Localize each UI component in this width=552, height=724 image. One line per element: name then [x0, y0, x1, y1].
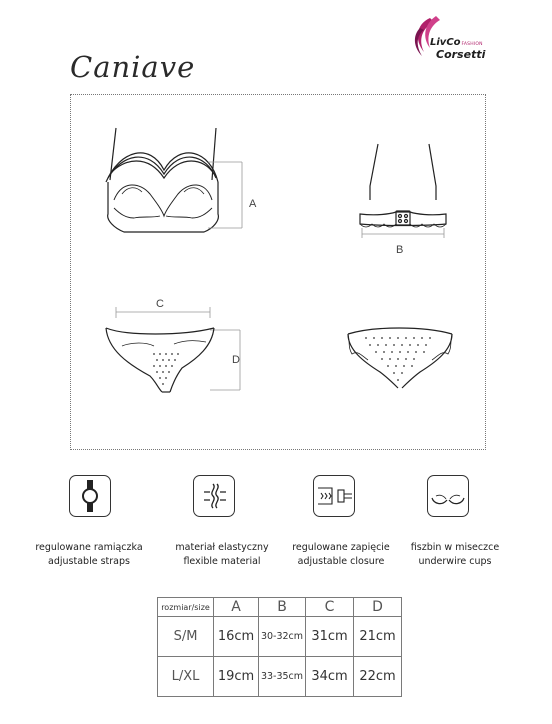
underwire-cups-icon — [427, 475, 469, 517]
size-table-cell: 31cm — [306, 617, 354, 657]
feature-closure-en: adjustable closure — [297, 556, 385, 567]
dimension-d-label: D — [232, 354, 240, 366]
logo-livco-text: LivCo — [430, 37, 461, 48]
size-table-col-b: B — [259, 598, 306, 617]
size-table-cell: 22cm — [354, 657, 402, 697]
feature-caption-underwire — [390, 541, 520, 569]
feature-caption-straps — [24, 541, 154, 569]
size-table-col-d: D — [354, 598, 402, 617]
size-table-cell: 30-32cm — [259, 617, 306, 657]
product-title: Caniave — [70, 50, 196, 84]
size-table-row-label: S/M — [158, 617, 214, 657]
dimension-b-label: B — [396, 244, 404, 256]
size-table-col-a: A — [214, 598, 259, 617]
feature-caption-closure — [276, 541, 406, 569]
feature-closure-pl: regulowane zapięcie — [292, 542, 390, 553]
logo-fashion-text: FASHION — [461, 42, 483, 47]
panty-back-drawing — [344, 320, 456, 392]
size-table-row-label: L/XL — [158, 657, 214, 697]
feature-straps-en: adjustable straps — [48, 556, 130, 567]
flexible-material-icon — [193, 475, 235, 517]
feature-underwire-en: underwire cups — [418, 556, 492, 567]
brand-logo — [408, 14, 518, 62]
logo-corsetti-text: Corsetti — [436, 48, 486, 61]
size-table-header-label: rozmiar/size — [158, 598, 214, 617]
size-table-cell: 34cm — [306, 657, 354, 697]
size-table-cell: 33-35cm — [259, 657, 306, 697]
adjustable-straps-icon — [69, 475, 111, 517]
feature-straps-pl: regulowane ramiączka — [35, 542, 143, 553]
feature-material-pl: materiał elastyczny — [175, 542, 269, 553]
bra-front-drawing — [100, 120, 270, 245]
size-table-cell: 16cm — [214, 617, 259, 657]
feature-underwire-pl: fiszbin w miseczce — [410, 542, 500, 553]
feature-material-en: flexible material — [183, 556, 261, 567]
dimension-c-label: C — [156, 298, 164, 310]
size-table — [157, 597, 402, 697]
bra-back-drawing — [350, 138, 455, 248]
size-table-cell: 21cm — [354, 617, 402, 657]
feature-caption-material — [157, 541, 287, 569]
size-table-cell: 19cm — [214, 657, 259, 697]
panty-front-drawing — [102, 300, 247, 400]
size-table-row-lxl — [158, 657, 402, 697]
size-table-header-row — [158, 598, 402, 617]
adjustable-closure-icon — [313, 475, 355, 517]
size-table-col-c: C — [306, 598, 354, 617]
dimension-a-label: A — [249, 198, 257, 210]
size-table-row-sm — [158, 617, 402, 657]
